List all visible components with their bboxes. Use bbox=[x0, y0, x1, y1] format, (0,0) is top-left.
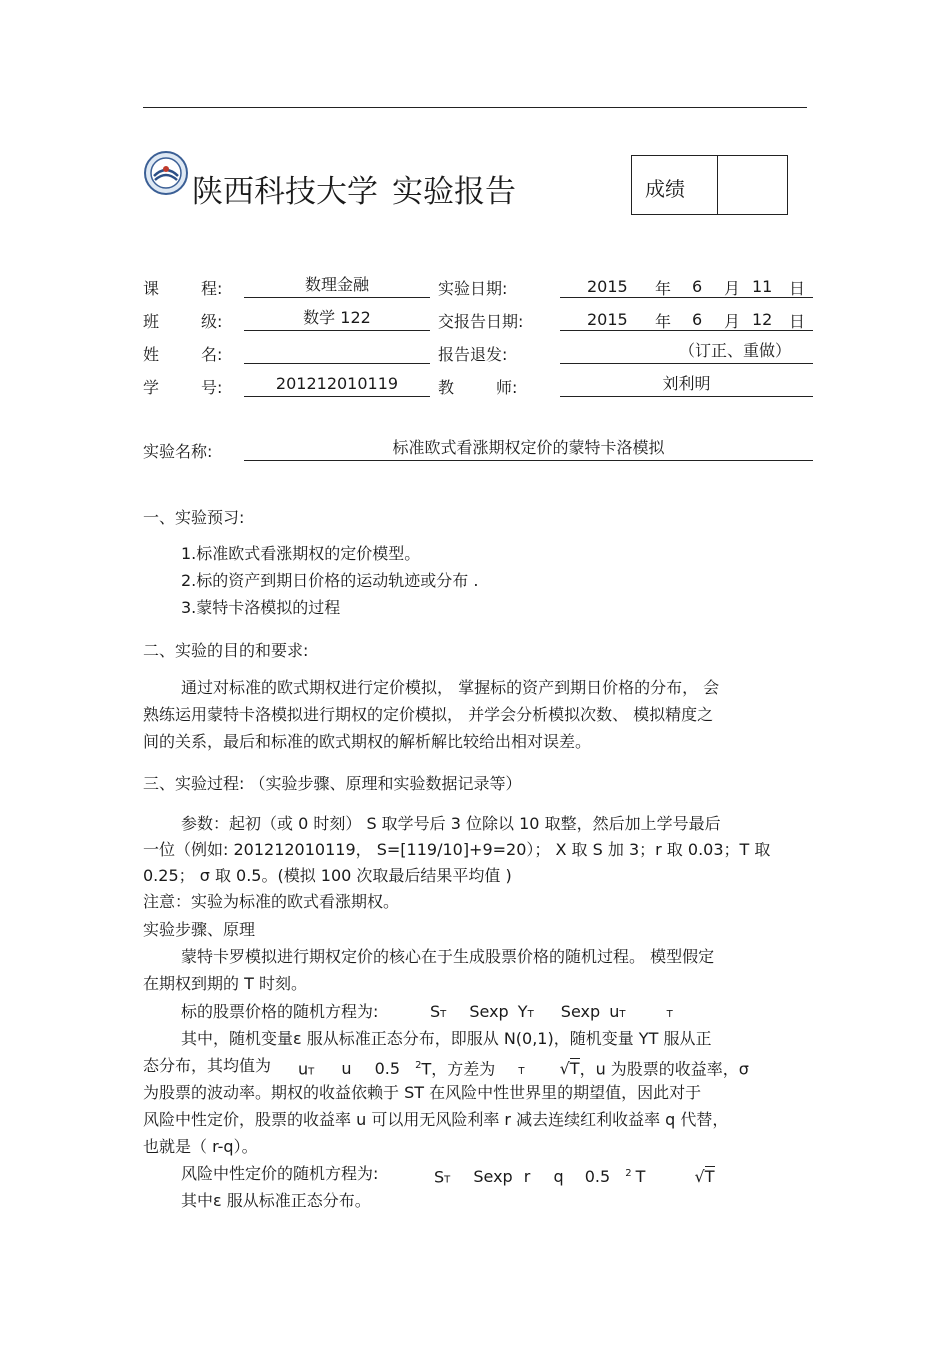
return-value: （订正、重做） bbox=[560, 340, 813, 364]
exp-date-label: 实验日期: bbox=[438, 279, 508, 298]
name-value bbox=[244, 340, 430, 364]
exp-date-month: 6 bbox=[692, 277, 703, 296]
section1-item: 1.标准欧式看涨期权的定价模型。 bbox=[181, 544, 421, 563]
submit-date-day: 12 bbox=[752, 310, 773, 329]
section3-line: 参数：起初（或 0 时刻） S 取学号后 3 位除以 10 取整，然后加上学号最后 bbox=[181, 814, 721, 833]
exp-name-value: 标准欧式看涨期权定价的蒙特卡洛模拟 bbox=[244, 437, 813, 461]
section1-item: 3.蒙特卡洛模拟的过程 bbox=[181, 598, 341, 617]
section3-line: 为股票的波动率。期权的收益依赖于 ST 在风险中性世界里的期望值，因此对于 bbox=[143, 1083, 702, 1102]
submit-date-year: 2015 bbox=[587, 310, 628, 329]
teacher-value: 刘利明 bbox=[560, 373, 813, 397]
section1-heading: 一、实验预习: bbox=[143, 508, 245, 527]
top-rule bbox=[143, 107, 807, 108]
exp-name-label: 实验名称: bbox=[143, 442, 213, 461]
submit-date-day-char: 日 bbox=[789, 312, 806, 331]
school-name: 陕西科技大学 bbox=[192, 174, 378, 210]
class-value: 数学 122 bbox=[244, 307, 430, 331]
submit-date-month: 6 bbox=[692, 310, 703, 329]
teacher-label: 教 师: bbox=[438, 378, 518, 397]
section2-line: 熟练运用蒙特卡洛模拟进行期权的定价模拟， 并学会分析模拟次数、 模拟精度之 bbox=[143, 705, 714, 724]
section3-line: 风险中性定价的随机方程为: bbox=[181, 1164, 379, 1183]
section3-line: 0.25； σ 取 0.5。(模拟 100 次取最后结果平均值 ) bbox=[143, 866, 512, 885]
sqrt-symbol: √ bbox=[694, 1167, 705, 1187]
section3-line: 标的股票价格的随机方程为: bbox=[181, 1002, 379, 1021]
section3-line: 在期权到期的 T 时刻。 bbox=[143, 974, 307, 993]
course-label: 课 程: bbox=[143, 279, 223, 298]
section3-line: 注意：实验为标准的欧式看涨期权。 bbox=[143, 892, 400, 911]
exp-date-day-char: 日 bbox=[789, 279, 806, 298]
equation-1: ST Sexp YT Sexp uT T bbox=[430, 1002, 673, 1021]
exp-date-year-char: 年 bbox=[655, 279, 672, 298]
section3-heading: 三、实验过程: （实验步骤、原理和实验数据记录等） bbox=[143, 774, 522, 793]
class-label: 班 级: bbox=[143, 312, 223, 331]
grade-label: 成绩 bbox=[645, 177, 685, 201]
exp-date-year: 2015 bbox=[587, 277, 628, 296]
exp-date-day: 11 bbox=[752, 277, 773, 296]
grade-box-divider bbox=[717, 156, 718, 214]
section3-line: 一位（例如: 201212010119， S=[119/10]+9=20）； X 取 S 加 3；r 取 0.03；T 取 bbox=[143, 840, 771, 859]
section2-heading: 二、实验的目的和要求: bbox=[143, 641, 309, 660]
section3-line: 实验步骤、原理 bbox=[143, 920, 256, 939]
section3-line: 也就是（ r-q）。 bbox=[143, 1137, 258, 1156]
section2-line: 通过对标准的欧式期权进行定价模拟， 掌握标的资产到期日价格的分布， 会 bbox=[181, 678, 720, 697]
id-label: 学 号: bbox=[143, 378, 223, 397]
section3-line: 其中ε 服从标准正态分布。 bbox=[181, 1191, 371, 1210]
name-label: 姓 名: bbox=[143, 345, 223, 364]
report-title bbox=[192, 166, 516, 211]
section3-line: 风险中性定价，股票的收益率 u 可以用无风险利率 r 减去连续红利收益率 q 代替， bbox=[143, 1110, 729, 1129]
submit-date-month-char: 月 bbox=[724, 312, 741, 331]
section3-line: 蒙特卡罗模拟进行期权定价的核心在于生成股票价格的随机过程。 模型假定 bbox=[181, 947, 715, 966]
section2-line: 间的关系，最后和标准的欧式期权的解析解比较给出相对误差。 bbox=[143, 732, 592, 751]
section1-item: 2.标的资产到期日价格的运动轨迹或分布 . bbox=[181, 571, 479, 590]
submit-date-year-char: 年 bbox=[655, 312, 672, 331]
sqrt-symbol: √ bbox=[559, 1059, 570, 1079]
report-title-text: 实验报告 bbox=[392, 174, 516, 210]
return-label: 报告退发: bbox=[438, 345, 508, 364]
section3-line: 其中，随机变量ε 服从标准正态分布，即服从 N(0,1)，随机变量 YT 服从正 bbox=[181, 1029, 712, 1048]
university-logo bbox=[142, 150, 190, 196]
id-value: 201212010119 bbox=[244, 373, 430, 397]
section3-line: 态分布，其均值为 bbox=[143, 1056, 272, 1075]
exp-date-month-char: 月 bbox=[724, 279, 741, 298]
submit-date-label: 交报告日期: bbox=[438, 312, 524, 331]
course-value: 数理金融 bbox=[244, 274, 430, 298]
equation-2: uT u 0.5 $^2$T，方差为 T √T，u 为股票的收益率，σ bbox=[298, 1059, 749, 1079]
equation-3: ST Sexp r q 0.5 $^2$ T √T bbox=[434, 1167, 715, 1187]
